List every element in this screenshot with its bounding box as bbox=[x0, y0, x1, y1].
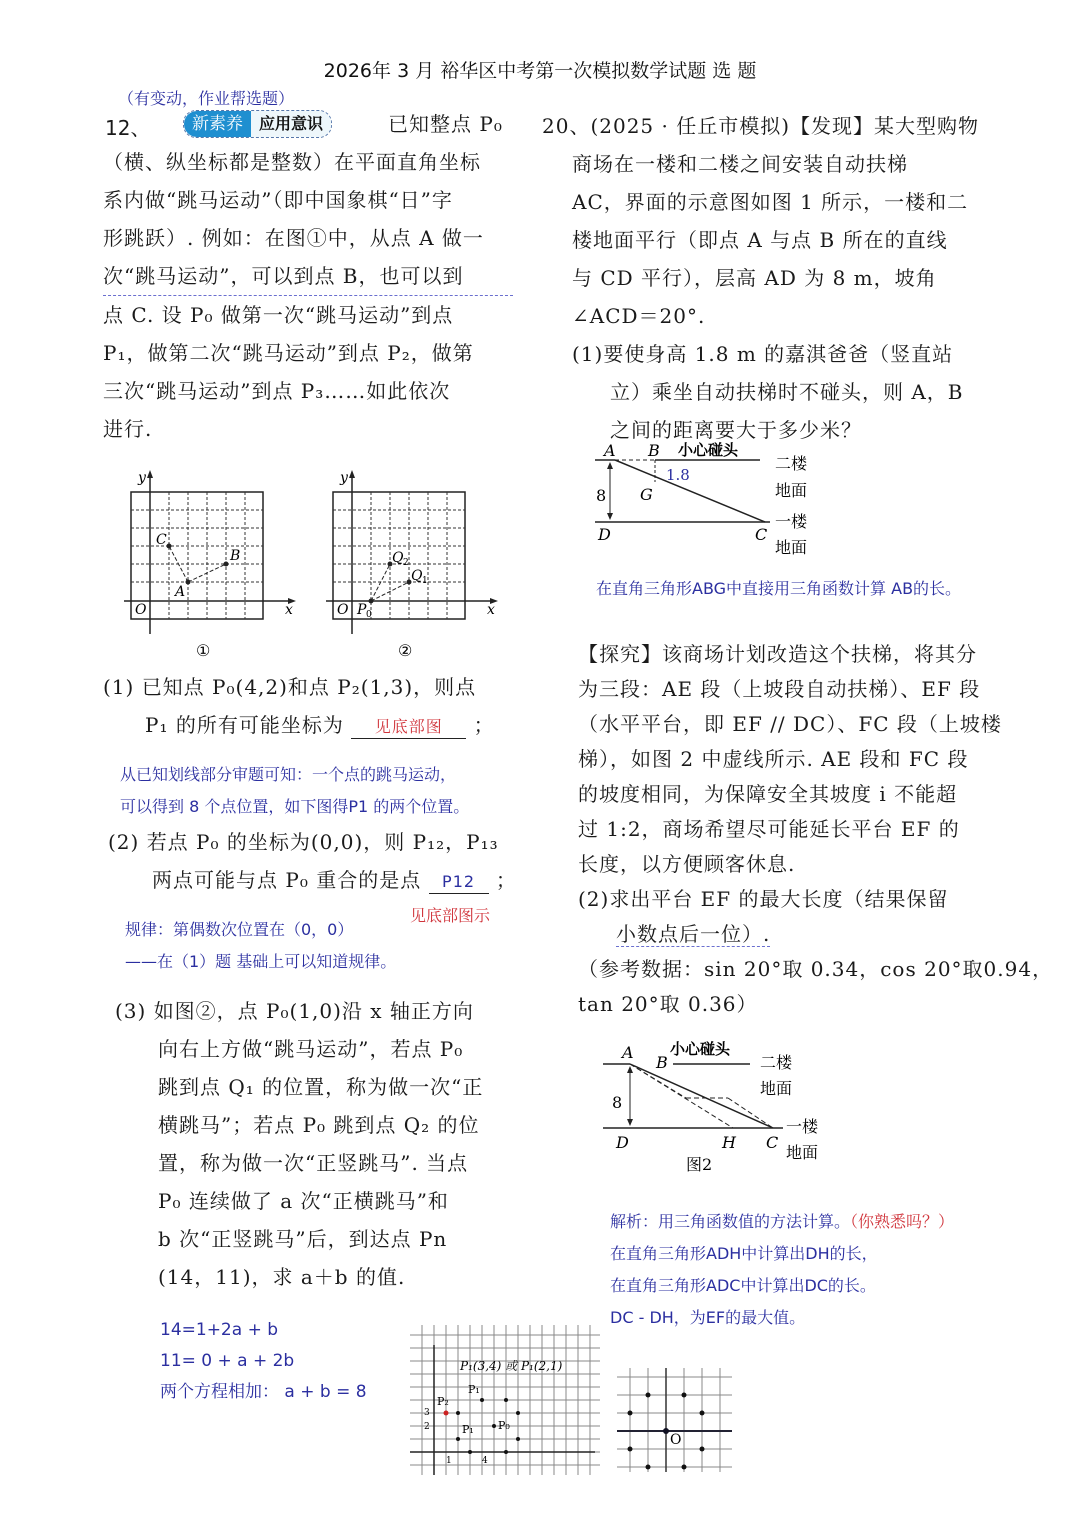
q20-note1: 在直角三角形ABG中直接用三角函数计算 AB的长。 bbox=[596, 579, 962, 598]
part2-line: （参考数据：sin 20°取 0.34，cos 20°取0.94， bbox=[578, 957, 1054, 981]
svg-text:一楼: 一楼 bbox=[786, 1117, 819, 1136]
q20-line: 楼地面平行（即点 A 与点 B 所在的直线 bbox=[572, 228, 948, 252]
knight-sketch-grid bbox=[612, 1360, 737, 1475]
subtitle-note: （有变动，作业帮选题） bbox=[118, 89, 295, 108]
badge-primary: 新素养 bbox=[184, 111, 251, 137]
svg-text:2: 2 bbox=[403, 558, 409, 568]
svg-text:B: B bbox=[648, 441, 660, 460]
sketch-p2: P₂ bbox=[437, 1395, 449, 1408]
badge-secondary: 应用意识 bbox=[251, 111, 331, 137]
svg-text:2: 2 bbox=[424, 1422, 430, 1432]
stem-line: 系内做“跳马运动”（即中国象棋“日”字 bbox=[103, 188, 453, 212]
part2-note bbox=[125, 914, 396, 978]
svg-text:A: A bbox=[175, 584, 186, 600]
q20-analysis bbox=[610, 1206, 954, 1334]
stem-line: 形跳跃）. 例如：在图①中，从点 A 做一 bbox=[103, 226, 484, 250]
svg-text:H: H bbox=[722, 1133, 736, 1152]
part2-end: ； bbox=[495, 868, 517, 892]
sketch-p1b: P₁ bbox=[462, 1423, 474, 1436]
part3-line: (14，11)，求 a＋b 的值. bbox=[158, 1265, 406, 1289]
part2-line1: (2) 若点 P₀ 的坐标为(0,0)，则 P₁₂，P₁₃ bbox=[108, 830, 499, 854]
svg-text:小心碰头: 小心碰头 bbox=[670, 1040, 731, 1058]
part3-line: (3) 如图②，点 P₀(1,0)沿 x 轴正方向 bbox=[115, 999, 474, 1023]
figure-2-grid bbox=[326, 470, 498, 660]
part3-text bbox=[115, 992, 483, 1296]
q20-line: ∠ACD＝20°. bbox=[572, 304, 706, 328]
svg-text:二楼: 二楼 bbox=[760, 1053, 793, 1072]
explore-line: 为三段：AE 段（上坡段自动扶梯）、EF 段 bbox=[578, 677, 981, 701]
part1-note bbox=[120, 759, 469, 823]
svg-text:Q: Q bbox=[392, 550, 404, 566]
svg-text:8: 8 bbox=[612, 1093, 623, 1112]
part1-line1: (1) 已知点 P₀(4,2)和点 P₂(1,3)，则点 bbox=[103, 675, 477, 699]
svg-text:C: C bbox=[755, 525, 768, 544]
hand-sketch-grid bbox=[410, 1325, 600, 1477]
part3-line: 跳到点 Q₁ 的位置，称为做一次“正 bbox=[158, 1075, 484, 1099]
q20-line: 20、(2025 · 任丘市模拟)【发现】某大型购物 bbox=[542, 114, 980, 138]
svg-text:0: 0 bbox=[366, 610, 372, 620]
part1-line2 bbox=[145, 706, 495, 744]
part2-red-note: 见底部图示 bbox=[410, 906, 491, 925]
svg-text:小心碰头: 小心碰头 bbox=[678, 441, 739, 459]
q20-explore bbox=[578, 637, 1018, 882]
part2-prompt: 两点可能与点 P₀ 重合的是点 bbox=[152, 868, 422, 892]
svg-text:4: 4 bbox=[482, 1456, 488, 1466]
explore-line: 梯），如图 2 中虚线所示. AE 段和 FC 段 bbox=[578, 747, 969, 771]
svg-text:O: O bbox=[135, 602, 147, 618]
svg-text:C: C bbox=[766, 1133, 779, 1152]
stem-line: P₁，做第二次“跳马运动”到点 P₂，做第 bbox=[103, 341, 474, 365]
part3-line: 置，称为做一次“正竖跳马”. 当点 bbox=[158, 1151, 469, 1175]
part2-line2 bbox=[152, 861, 517, 899]
q20-line: 立）乘坐自动扶梯时不碰头，则 A，B bbox=[610, 380, 964, 404]
q12-stem bbox=[103, 143, 513, 448]
q20-stem bbox=[542, 107, 1012, 449]
explore-line: 长度，以方便顾客休息. bbox=[578, 852, 796, 876]
svg-text:地面: 地面 bbox=[760, 1079, 793, 1098]
svg-text:A: A bbox=[604, 441, 616, 460]
q20-part2 bbox=[578, 882, 1054, 1022]
q20-line: 商场在一楼和二楼之间安装自动扶梯 bbox=[572, 152, 908, 176]
q20-line: 与 CD 平行），层高 AD 为 8 m，坡角 bbox=[572, 266, 937, 290]
svg-text:O: O bbox=[337, 602, 349, 618]
svg-text:地面: 地面 bbox=[775, 481, 808, 500]
svg-text:P: P bbox=[357, 602, 367, 618]
part2-line: (2)求出平台 EF 的最大长度（结果保留 bbox=[578, 887, 949, 911]
svg-text:二楼: 二楼 bbox=[775, 454, 808, 473]
svg-text:3: 3 bbox=[424, 1408, 430, 1418]
solution-line: 14=1+2a + b bbox=[160, 1320, 279, 1340]
sketch-caption: P₁(3,4) 或 P₁(2,1) bbox=[460, 1359, 563, 1373]
part3-line: 向右上方做“跳马运动”，若点 P₀ bbox=[158, 1037, 464, 1061]
sketch-p0: P₀ bbox=[498, 1419, 510, 1432]
part2-line: tan 20°取 0.36） bbox=[578, 992, 758, 1016]
analysis-line: 在直角三角形ADC中计算出DC的长。 bbox=[610, 1276, 876, 1295]
q20-figure1 bbox=[590, 436, 840, 561]
svg-text:1.8: 1.8 bbox=[666, 466, 690, 484]
q20-line: 之间的距离要大于多少米？ bbox=[610, 418, 862, 442]
analysis-line: 解析：用三角函数值的方法计算。 bbox=[610, 1212, 851, 1231]
sketch-p1a: P₁ bbox=[468, 1383, 480, 1396]
part3-line: 横跳马”；若点 P₀ 跳到点 Q₂ 的位 bbox=[158, 1113, 480, 1137]
note-line: 规律：第偶数次位置在（0，0） bbox=[125, 920, 354, 939]
solution-line: 两个方程相加： a + b = 8 bbox=[160, 1382, 367, 1402]
svg-text:8: 8 bbox=[596, 486, 607, 505]
svg-text:图2: 图2 bbox=[686, 1155, 713, 1174]
note-line: 从已知划线部分审题可知：一个点的跳马运动， bbox=[120, 765, 457, 784]
stem-line: 次“跳马运动”，可以到点 B，也可以到 bbox=[103, 257, 513, 296]
svg-text:y: y bbox=[340, 470, 348, 486]
knight-origin: O bbox=[670, 1432, 682, 1448]
svg-text:①: ① bbox=[196, 641, 211, 660]
svg-text:C: C bbox=[156, 532, 167, 548]
explore-line: 的坡度相同，为保障安全其坡度 i 不能超 bbox=[578, 782, 958, 806]
svg-text:②: ② bbox=[398, 641, 413, 660]
explore-line: （水平平台，即 EF // DC）、FC 段（上坡楼 bbox=[578, 712, 1002, 736]
q20-figure2 bbox=[598, 1036, 838, 1176]
part3-line: P₀ 连续做了 a 次“正横跳马”和 bbox=[158, 1189, 449, 1213]
part1-prompt: P₁ 的所有可能坐标为 bbox=[145, 713, 344, 737]
svg-text:x: x bbox=[487, 602, 495, 618]
part1-end: ； bbox=[473, 713, 495, 737]
svg-text:一楼: 一楼 bbox=[775, 512, 808, 531]
q12-figures bbox=[110, 462, 500, 662]
svg-text:地面: 地面 bbox=[775, 538, 808, 557]
svg-text:y: y bbox=[138, 470, 146, 486]
svg-text:B: B bbox=[656, 1053, 668, 1072]
svg-text:1: 1 bbox=[422, 576, 428, 586]
q12-badge bbox=[183, 110, 332, 138]
svg-text:G: G bbox=[640, 485, 653, 504]
svg-text:D: D bbox=[616, 1133, 629, 1152]
stem-line: 三次“跳马运动”到点 P₃……如此依次 bbox=[103, 379, 451, 403]
stem-line: 点 C. 设 P₀ 做第一次“跳马运动”到点 bbox=[103, 303, 454, 327]
analysis-line: 在直角三角形ADH中计算出DH的长， bbox=[610, 1244, 878, 1263]
figure-1-grid bbox=[124, 470, 296, 660]
svg-text:B: B bbox=[230, 548, 241, 564]
svg-text:1: 1 bbox=[446, 1456, 452, 1466]
solution-line: 11= 0 + a + 2b bbox=[160, 1351, 295, 1371]
q12-stem-start: 已知整点 P₀ bbox=[388, 112, 503, 136]
part2-line: 小数点后一位）. bbox=[616, 922, 771, 946]
analysis-red: （你熟悉吗？） bbox=[850, 1212, 955, 1231]
note-line: ——在（1）题 基础上可以知道规律。 bbox=[125, 952, 397, 971]
part1-answer-blank: 见底部图 bbox=[351, 716, 466, 739]
part2-answer-blank: P12 bbox=[429, 871, 489, 894]
svg-text:地面: 地面 bbox=[786, 1143, 819, 1162]
part3-solution bbox=[160, 1315, 367, 1408]
svg-text:A: A bbox=[622, 1043, 634, 1062]
svg-text:D: D bbox=[598, 525, 611, 544]
svg-text:x: x bbox=[285, 602, 293, 618]
explore-line: 过 1:2，商场希望尽可能延长平台 EF 的 bbox=[578, 817, 960, 841]
q12-number: 12、 bbox=[105, 116, 151, 140]
svg-text:Q: Q bbox=[411, 568, 423, 584]
page-title: 2026年 3 月 裕华区中考第一次模拟数学试题 选 题 bbox=[323, 60, 757, 82]
note-line: 可以得到 8 个点位置，如下图得P1 的两个位置。 bbox=[120, 797, 470, 816]
explore-line: 【探究】该商场计划改造这个扶梯，将其分 bbox=[578, 642, 977, 666]
stem-line: （横、纵坐标都是整数）在平面直角坐标 bbox=[103, 150, 481, 174]
part3-line: b 次“正竖跳马”后，到达点 Pn bbox=[158, 1227, 448, 1251]
analysis-line: DC - DH，为EF的最大值。 bbox=[610, 1308, 806, 1327]
q20-line: (1)要使身高 1.8 m 的嘉淇爸爸（竖直站 bbox=[572, 342, 954, 366]
stem-line: 进行. bbox=[103, 417, 153, 441]
q20-line: AC，界面的示意图如图 1 所示，一楼和二 bbox=[572, 190, 969, 214]
